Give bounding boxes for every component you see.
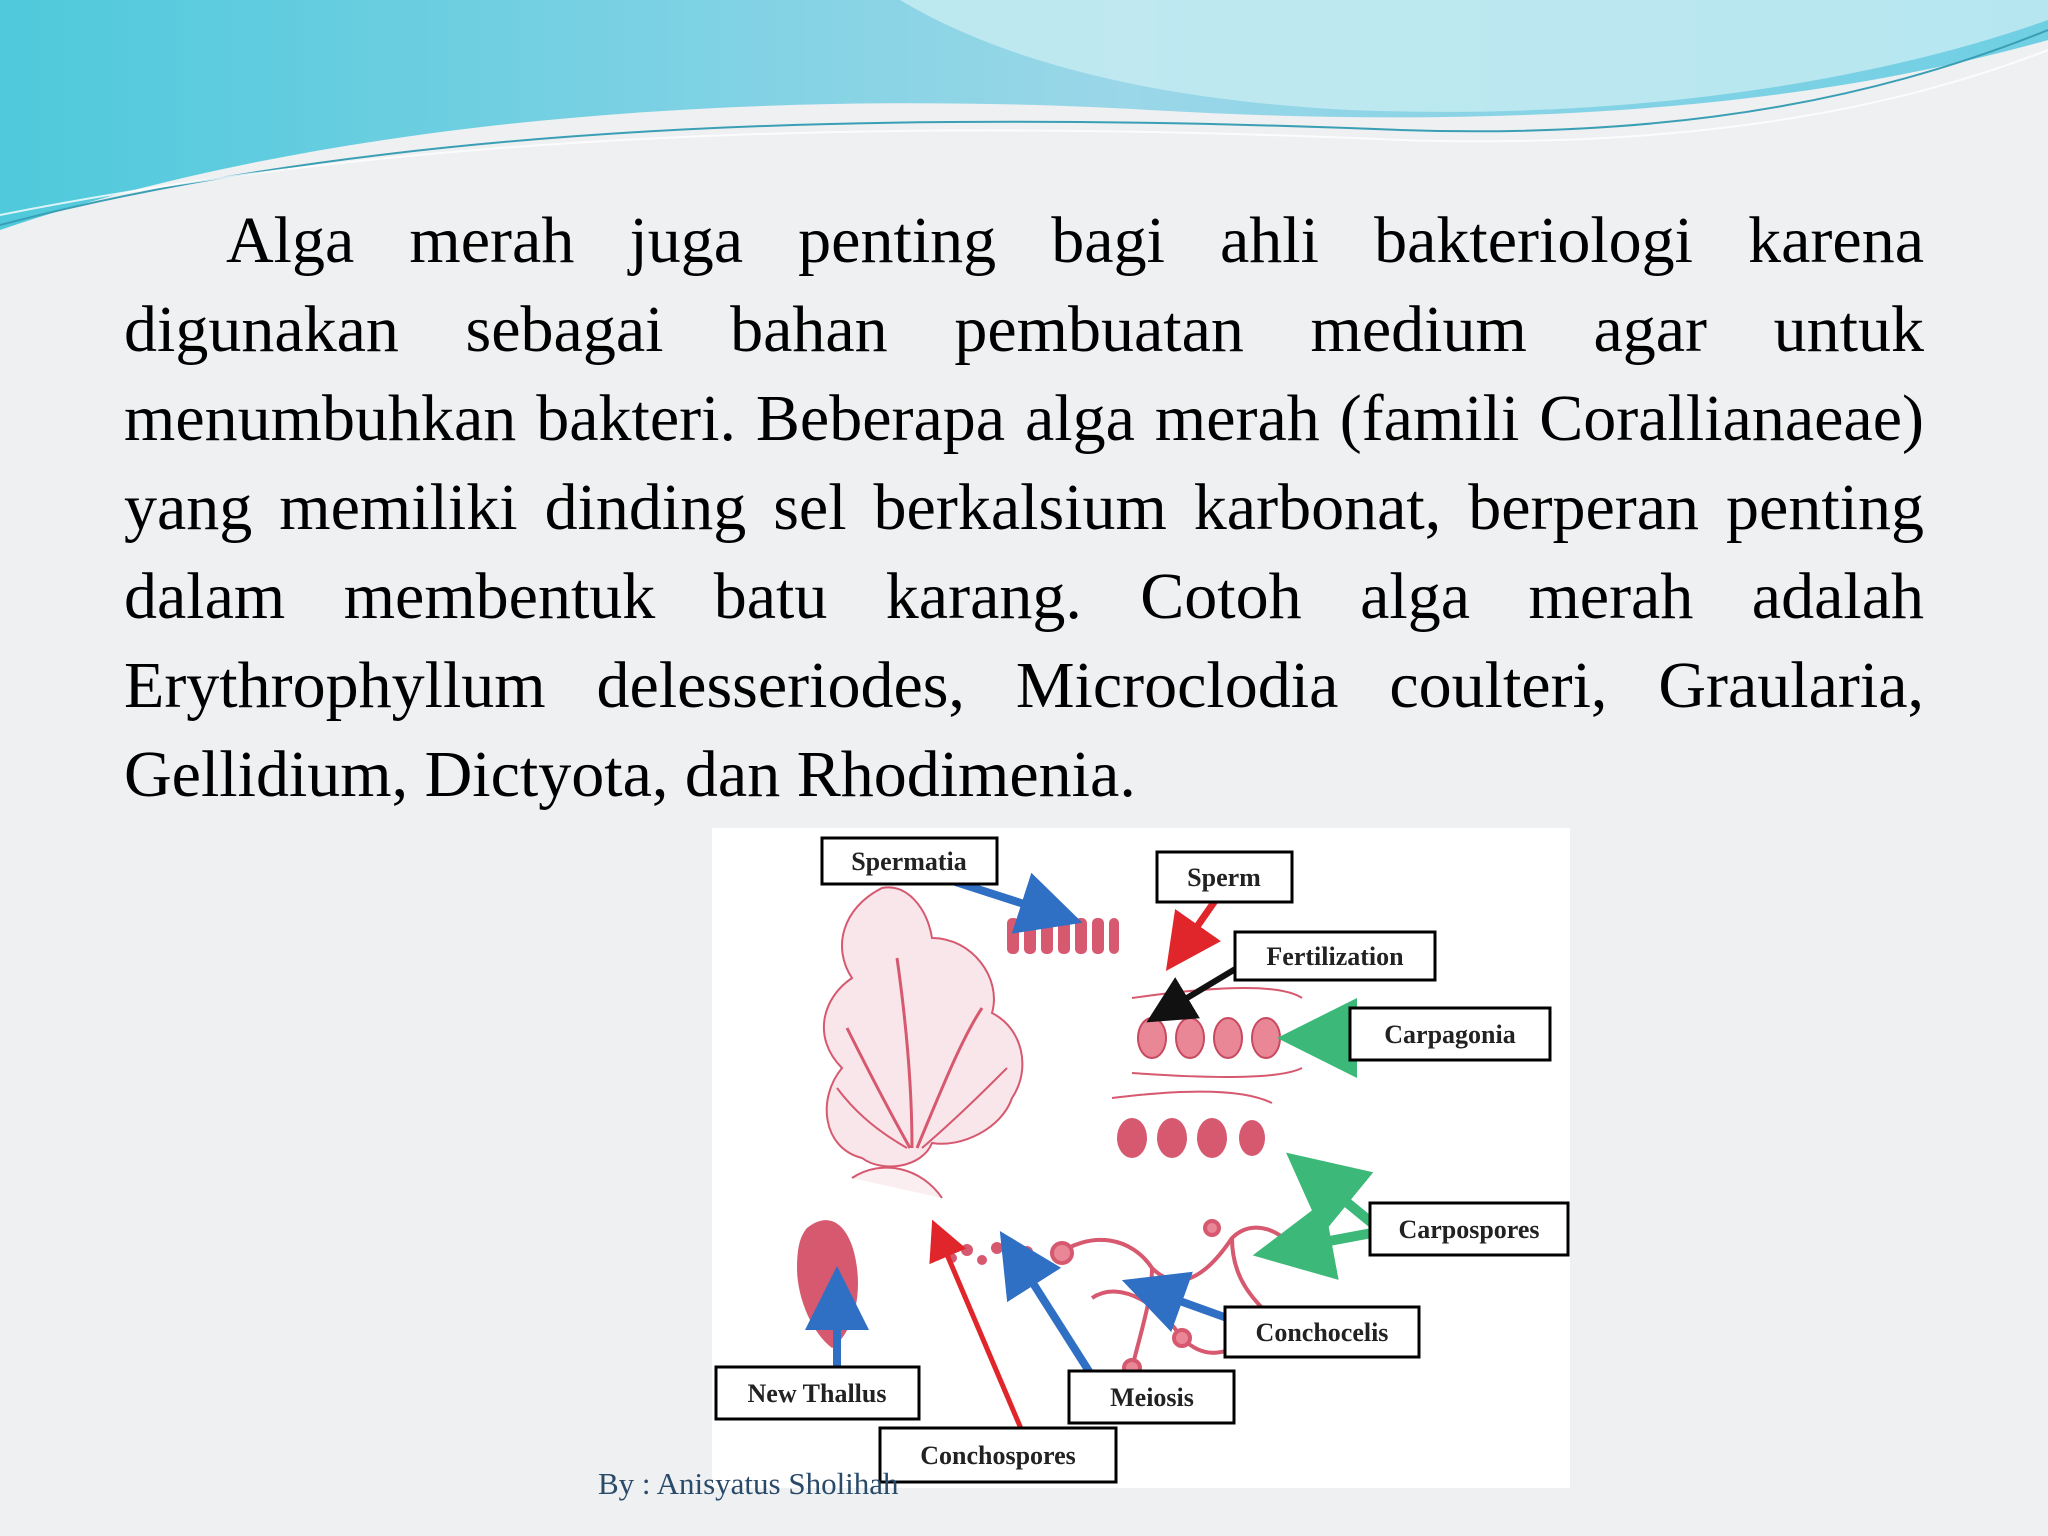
label-fertilization [1235,932,1435,980]
svg-text:Sperm: Sperm [1187,863,1261,892]
label-sperm [1157,852,1292,902]
label-new-thallus [716,1367,919,1419]
svg-text:Spermatia: Spermatia [851,847,967,876]
label-conchocelis [1225,1307,1419,1357]
svg-text:Carpagonia: Carpagonia [1384,1020,1516,1049]
svg-text:Fertilization: Fertilization [1266,942,1404,971]
label-carpagonia [1350,1008,1550,1060]
label-conchospores [880,1428,1116,1482]
label-carpospores [1370,1203,1568,1255]
label-spermatia [822,838,997,884]
svg-text:Meiosis: Meiosis [1110,1383,1194,1412]
life-cycle-diagram [712,828,1570,1488]
author-footer: By : Anisyatus Sholihah [598,1466,899,1501]
svg-text:Carpospores: Carpospores [1398,1215,1540,1244]
label-meiosis [1069,1371,1234,1423]
body-paragraph: Alga merah juga penting bagi ahli bakteriologi karena digunakan sebagai bahan pembuatan medium agar untuk menumbuhkan bakteri. Beberapa alga merah (famili Corallianaeae) yang memiliki dinding sel berkalsium karbonat, berperan penting dalam membentuk batu karang. Cotoh alga merah adalah Erythrophyllum delesseriodes, Microclodia coulteri, Graularia, Gellidium, Dictyota, dan Rhodimenia. [124,204,1924,811]
svg-text:Conchocelis: Conchocelis [1255,1318,1389,1347]
svg-text:New Thallus: New Thallus [747,1379,887,1408]
svg-text:Conchospores: Conchospores [920,1441,1076,1470]
